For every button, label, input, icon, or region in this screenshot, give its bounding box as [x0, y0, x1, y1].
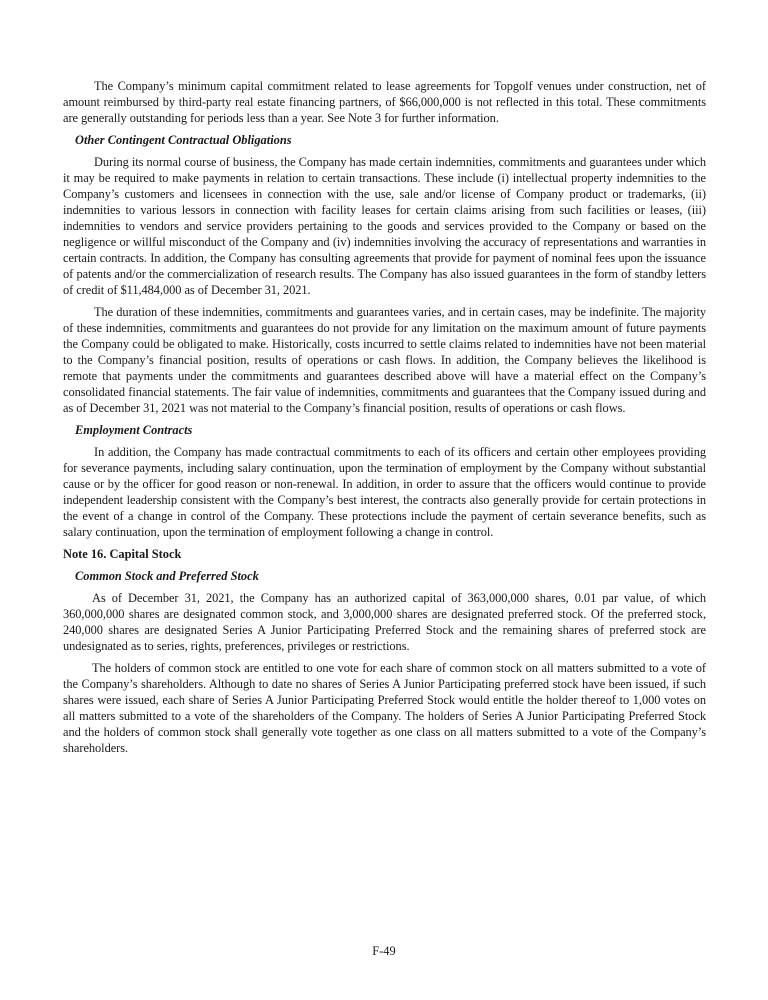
paragraph-lease-commitment: The Company’s minimum capital commitment related to lease agreements for Topgolf venues under construction, net of amount reimbursed by third-party real estate financing partners, of $66,000,000 is not reflected in this total. These commitments are generally outstanding for periods less than a year. See Note 3 for further information.	[63, 79, 706, 125]
paragraph-indemnities: During its normal course of business, the Company has made certain indemnities, commitments and guarantees under which it may be required to make payments in relation to certain transactions. These include (i) intellectual property indemnities to the Company’s customers and licensees in connection with the use, sale and/or license of Company product or trademarks, (ii) indemnities to various lessors in connection with facility leases for certain claims arising from such facilities or leases, (iii) indemnities to vendors and service providers pertaining to the goods and services provided to the Company or based on the negligence or willful misconduct of the Company and (iv) indemnities involving the accuracy of representations and warranties in certain contracts. In addition, the Company has consulting agreements that provide for payment of nominal fees upon the issuance of patents and/or the commercialization of research results. The Company has also issued guarantees in the form of standby letters of credit of $11,484,000 as of December 31, 2021.	[63, 155, 706, 297]
paragraph-authorized-capital: As of December 31, 2021, the Company has an authorized capital of 363,000,000 shares, 0.01 par value, of which 360,000,000 shares are designated common stock, and 3,000,000 shares are designated preferred stock. Of the preferred stock, 240,000 shares are designated Series A Junior Participating Preferred Stock and the remaining shares of preferred stock are undesignated as to series, rights, preferences, privileges or restrictions.	[63, 591, 706, 653]
heading-other-contingent-obligations: Other Contingent Contractual Obligations	[75, 133, 292, 147]
heading-note-16-capital-stock: Note 16. Capital Stock	[63, 547, 182, 561]
paragraph-indemnity-duration: The duration of these indemnities, commitments and guarantees varies, and in certain cases, may be indefinite. The majority of these indemnities, commitments and guarantees do not provide for any limitation on the maximum amount of future payments the Company could be obligated to make. Historically, costs incurred to settle claims related to indemnities have not been material to the Company’s financial position, results of operations or cash flows. In addition, the Company believes the likelihood is remote that payments under the commitments and guarantees described above will have a material effect on the Company’s consolidated financial statements. The fair value of indemnities, commitments and guarantees that the Company issued during and as of December 31, 2021 was not material to the Company’s financial position, results of operations or cash flows.	[63, 305, 706, 415]
heading-common-preferred-stock: Common Stock and Preferred Stock	[75, 569, 259, 583]
page-number: F-49	[372, 944, 396, 958]
paragraph-voting-rights: The holders of common stock are entitled to one vote for each share of common stock on all matters submitted to a vote of the Company’s shareholders. Although to date no shares of Series A Junior Participating preferred stock have been issued, if such shares were issued, each share of Series A Junior Participating Preferred Stock would entitle the holder thereof to 1,000 votes on all matters submitted to a vote of the shareholders of the Company. The holders of Series A Junior Participating Preferred Stock and the holders of common stock shall generally vote together as one class on all matters submitted to a vote of the Company’s shareholders.	[63, 661, 706, 755]
heading-employment-contracts: Employment Contracts	[75, 423, 193, 437]
document-page	[63, 78, 706, 762]
paragraph-employment-contracts: In addition, the Company has made contractual commitments to each of its officers and certain other employees providing for severance payments, including salary continuation, upon the termination of employment by the Company without substantial cause or by the officer for good reason or non-renewal. In addition, in order to assure that the officers would continue to provide independent leadership consistent with the Company’s best interest, the contracts also generally provide for certain protections in the event of a change in control of the Company. These protections include the payment of certain severance benefits, such as salary continuation, upon the termination of employment following a change in control.	[63, 445, 706, 539]
